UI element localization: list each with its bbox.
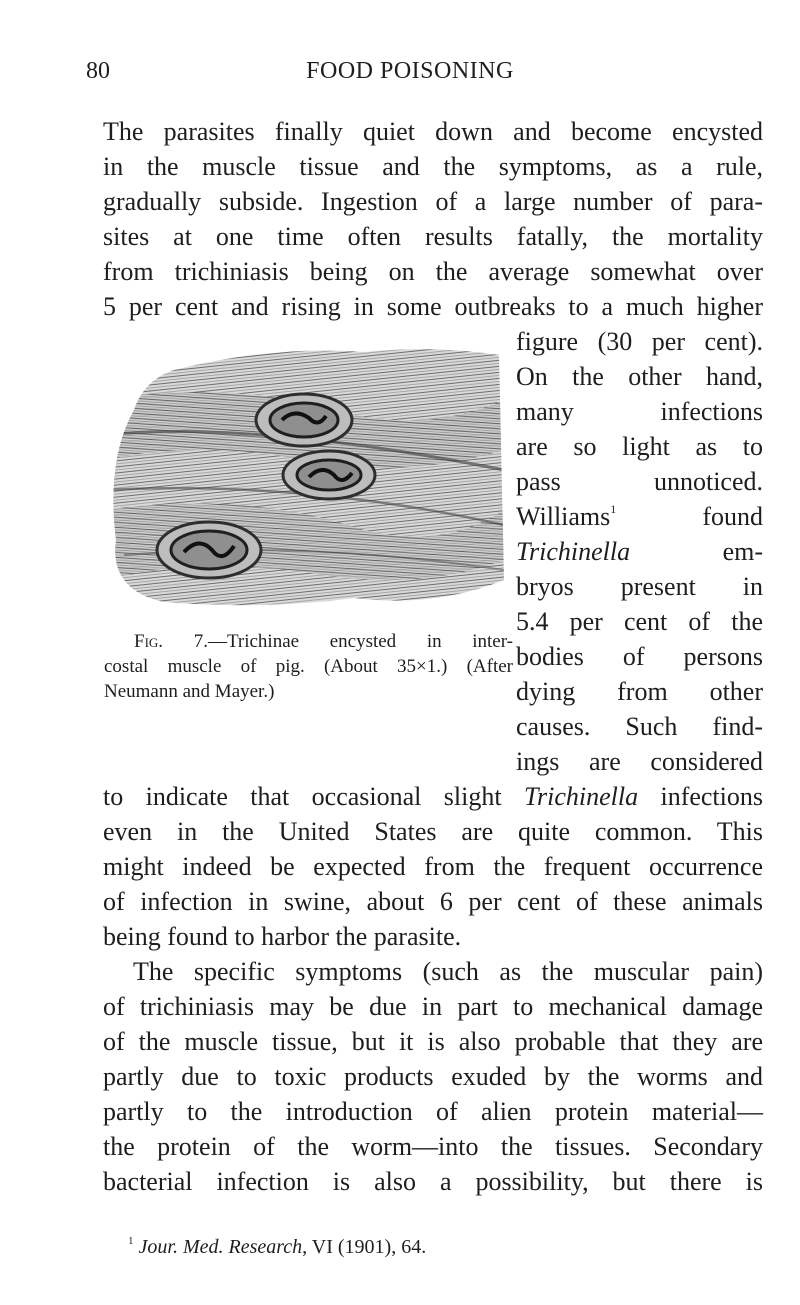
text-line: partly to the introduction of alien protein material—: [103, 1097, 763, 1126]
text-line: pass unnoticed.: [516, 467, 763, 496]
text-line: The specific symptoms (such as the muscular pain): [133, 957, 763, 986]
footnote-marker: 1: [128, 1235, 134, 1247]
italic-term: Trichinella: [516, 537, 631, 566]
cyst-3: [157, 522, 261, 578]
text-line: the protein of the worm—into the tissues. Secondary: [103, 1132, 763, 1161]
text-line: figure (30 per cent).: [516, 327, 763, 356]
text-span: infections: [660, 782, 763, 811]
page-header: [0, 58, 800, 98]
text-line: dying from other: [516, 677, 763, 706]
text-line: 5.4 per cent of the: [516, 607, 763, 636]
footnote-marker: 1: [610, 502, 617, 516]
cyst-1: [256, 394, 352, 446]
text-span: found: [702, 502, 763, 531]
italic-term: Trichinella: [523, 782, 639, 811]
text-line: of the muscle tissue, but it is also probable that they are: [103, 1027, 763, 1056]
text-span: to indicate that occasional slight: [103, 782, 502, 811]
citation-details: , VI (1901), 64.: [302, 1236, 427, 1258]
running-head: FOOD POISONING: [306, 58, 514, 84]
page-number: 80: [86, 58, 110, 84]
text-line: in the muscle tissue and the symptoms, as a rule,: [103, 152, 763, 181]
text-line: The parasites finally quiet down and become encysted: [103, 117, 763, 146]
text-line: from trichiniasis being on the average somewhat over: [103, 257, 763, 286]
text-line: bacterial infection is also a possibility, but there is: [103, 1167, 763, 1196]
figure-caption-line: costal muscle of pig. (About 35×1.) (After: [104, 656, 513, 677]
text-line: are so light as to: [516, 432, 763, 461]
text-line: partly due to toxic products exuded by the worms and: [103, 1062, 763, 1091]
text-span: 7.—Trichinae encysted in inter-: [193, 631, 513, 652]
author-name: Williams: [516, 502, 611, 531]
text-line: might indeed be expected from the frequent occurrence: [103, 852, 763, 881]
muscle-tissue-figure: [104, 340, 504, 615]
text-line: 5 per cent and rising in some outbreaks to a much higher: [103, 292, 763, 321]
text-line: of infection in swine, about 6 per cent of these animals: [103, 887, 763, 916]
text-line: bodies of persons: [516, 642, 763, 671]
text-line: gradually subside. Ingestion of a large number of para-: [103, 187, 763, 216]
trichinae-illustration: [104, 340, 504, 615]
cyst-2: [283, 451, 375, 499]
text-line: causes. Such find-: [516, 712, 763, 741]
footnote: [128, 1234, 426, 1260]
text-line: many infections: [516, 397, 763, 426]
text-line: of trichiniasis may be due in part to mechanical damage: [103, 992, 763, 1021]
text-line: [516, 534, 763, 570]
text-line: [516, 499, 763, 535]
text-line: [103, 779, 763, 815]
text-line: sites at one time often results fatally, the mortality: [103, 222, 763, 251]
figure-label: Fig.: [134, 631, 164, 652]
text-line: being found to harbor the parasite.: [103, 922, 462, 951]
text-line: even in the United States are quite common. This: [103, 817, 763, 846]
text-line: ings are considered: [516, 747, 763, 776]
text-line: bryos present in: [516, 572, 763, 601]
journal-title: Jour. Med. Research: [138, 1236, 303, 1258]
text-line: On the other hand,: [516, 362, 763, 391]
text-span: em-: [722, 537, 763, 566]
figure-caption-line: Neumann and Mayer.): [104, 681, 275, 702]
figure-caption-line: [104, 630, 513, 654]
